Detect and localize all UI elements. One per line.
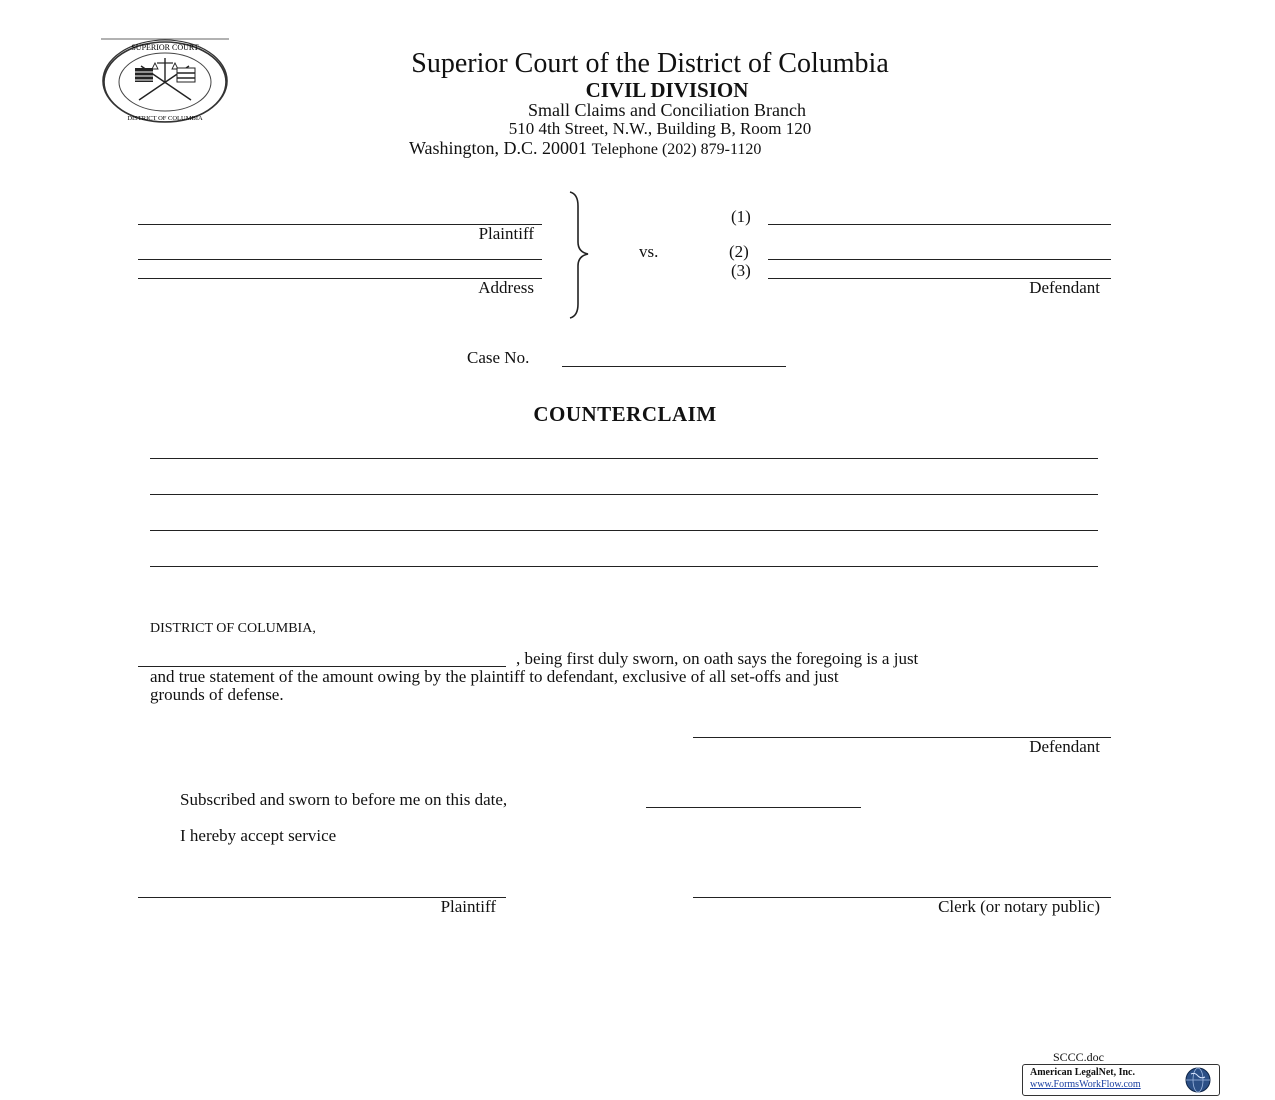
defendant-number-2: (2)	[729, 242, 749, 261]
plaintiff-label: Plaintiff	[478, 224, 534, 243]
defendant-2-line[interactable]	[768, 259, 1111, 260]
document-id: SCCC.doc	[1053, 1050, 1105, 1064]
court-city-line	[409, 138, 761, 159]
company-name: American LegalNet, Inc.	[1030, 1067, 1135, 1078]
american-legalnet-logo[interactable]	[1022, 1064, 1220, 1096]
seal-top-text: SUPERIOR COURT	[131, 43, 199, 52]
counterclaim-line-2[interactable]	[150, 494, 1098, 495]
document-title: COUNTERCLAIM	[533, 402, 717, 426]
defendant-signature-label: Defendant	[1029, 737, 1100, 756]
plaintiff-signature-label: Plaintiff	[440, 897, 496, 916]
accept-service-text: I hereby accept service	[180, 826, 337, 845]
company-website[interactable]: www.FormsWorkFlow.com	[1030, 1079, 1141, 1090]
court-telephone: Telephone (202) 879-1120	[591, 141, 762, 158]
jurisdiction-label: DISTRICT OF COLUMBIA,	[150, 621, 316, 636]
court-name: Superior Court of the District of Columbia	[411, 48, 889, 79]
court-seal	[101, 38, 231, 128]
caption-brace	[566, 190, 596, 325]
defendant-label: Defendant	[1029, 278, 1100, 297]
affidavit-line-1: , being first duly sworn, on oath says the foregoing is a just	[516, 649, 919, 668]
clerk-signature-label: Clerk (or notary public)	[938, 897, 1100, 916]
defendant-1-line[interactable]	[768, 224, 1111, 225]
court-address: 510 4th Street, N.W., Building B, Room 120	[508, 119, 812, 138]
division-title: CIVIL DIVISION	[585, 78, 749, 102]
vs-label: vs.	[639, 242, 659, 261]
counterclaim-line-1[interactable]	[150, 458, 1098, 459]
affidavit-line-3: grounds of defense.	[150, 685, 284, 704]
subscribed-text: Subscribed and sworn to before me on this date,	[180, 790, 508, 809]
seal-bottom-text: DISTRICT OF COLUMBIA	[127, 115, 203, 122]
affidavit-line-2: and true statement of the amount owing by the plaintiff to defendant, exclusive of all set-offs and just	[150, 667, 839, 686]
branch-name: Small Claims and Conciliation Branch	[528, 100, 806, 120]
sworn-date-field[interactable]	[646, 807, 861, 808]
plaintiff-address-line-1[interactable]	[138, 259, 542, 260]
defendant-number-3: (3)	[731, 261, 751, 280]
globe-icon	[1181, 1066, 1215, 1099]
court-city: Washington, D.C. 20001	[409, 138, 588, 158]
counterclaim-line-3[interactable]	[150, 530, 1098, 531]
case-no-field[interactable]	[562, 366, 786, 367]
defendant-number-1: (1)	[731, 207, 751, 226]
address-label: Address	[478, 278, 534, 297]
case-no-label: Case No.	[467, 348, 530, 367]
counterclaim-line-4[interactable]	[150, 566, 1098, 567]
